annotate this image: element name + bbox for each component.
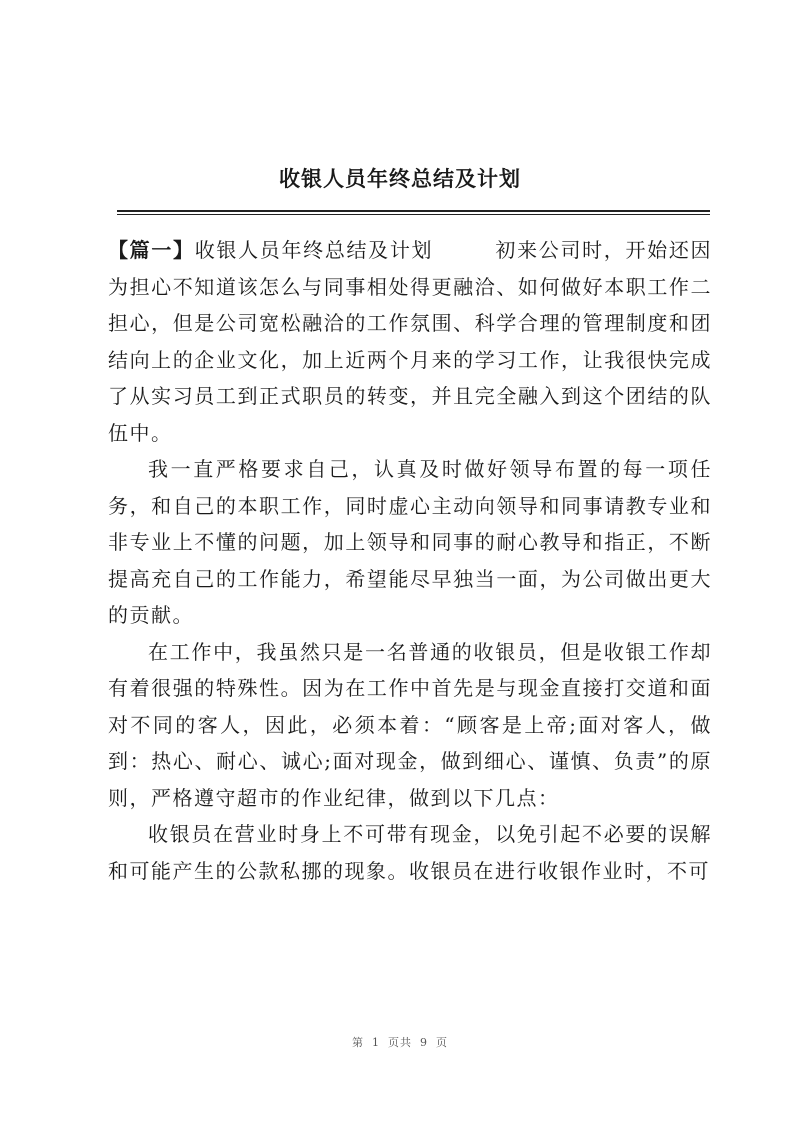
paragraph-text: 初来公司时，开始还因为担心不知道该怎么与同事相处得更融洽、如何做好本职工作二担心，但是公司宽松融洽的工作氛围、科学合理的管理制度和团结向上的企业文化，加上近两个月来的学习工作，让我很快完成了从实习员工到正式职员的转变，并且完全融入到这个团结的队伍中。 (108, 238, 713, 445)
footer-middle: 页共 (388, 1036, 412, 1049)
footer-prefix: 第 (352, 1036, 364, 1049)
page-title: 收银人员年终总结及计划 (279, 167, 521, 191)
paragraph-2: 我一直严格要求自己，认真及时做好领导布置的每一项任务，和自己的本职工作，同时虚心主动向领导和同事请教专业和非专业上不懂的问题，加上领导和同事的耐心教导和指正，不断提高充自己的工作能力，希望能尽早独当一面，为公司做出更大的贡献。 (108, 457, 712, 627)
footer-suffix: 页 (436, 1036, 448, 1049)
paragraph-4: 收银员在营业时身上不可带有现金，以免引起不必要的误解和可能产生的公款私挪的现象。收银员在进行收银作业时，不可 (108, 822, 712, 883)
section-heading: 收银人员年终总结及计划 (194, 238, 434, 262)
paragraph-3: 在工作中，我虽然只是一名普通的收银员，但是收银工作却有着很强的特殊性。因为在工作中首先是与现金直接打交道和面对不同的客人，因此，必须本着：“顾客是上帝;面对客人，做到：热心、耐心、诚心;面对现金，做到细心、谨慎、负责”的原则，严格遵守超市的作业纪律，做到以下几点： (108, 639, 712, 810)
section-marker: 【篇一】 (108, 238, 195, 262)
document-body (108, 232, 712, 889)
page-footer (0, 1034, 800, 1050)
title-divider (117, 210, 710, 215)
footer-total-pages: 9 (420, 1036, 428, 1049)
paragraph-1 (108, 232, 712, 451)
footer-current-page: 1 (372, 1036, 380, 1049)
